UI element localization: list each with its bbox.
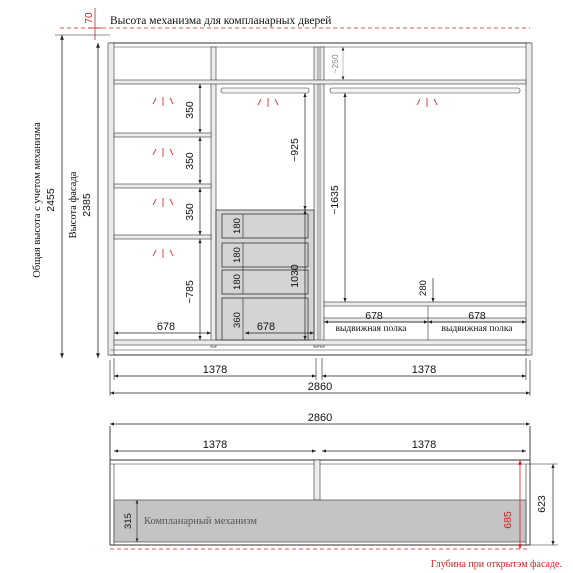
open-depth-note: Глубина при открытэм фасаде. bbox=[430, 559, 562, 570]
left-shelf-depth: 678 bbox=[156, 321, 176, 333]
facade-height-dimension bbox=[68, 43, 98, 358]
front-left-width: 1378 bbox=[202, 364, 228, 376]
mechanism-depth: 315 bbox=[123, 513, 134, 529]
drawer-height-1: 180 bbox=[232, 218, 243, 234]
right-top-gap: ~250 bbox=[330, 54, 340, 74]
plan-left-width: 1378 bbox=[202, 439, 228, 451]
drawer-height-2: 180 bbox=[232, 247, 243, 263]
mechanism-height-caption: Высота механизма для компланарных дверей bbox=[110, 15, 332, 27]
shelf-gap-2: 350 bbox=[184, 152, 196, 170]
mechanism-label: Компланарный механизм bbox=[144, 516, 257, 527]
facade-height-title: Высота фасада bbox=[68, 171, 79, 239]
front-width-dimensions bbox=[110, 358, 530, 396]
open-depth: 685 bbox=[502, 511, 514, 529]
left-section-dimensions bbox=[114, 84, 211, 340]
front-view-cabinet bbox=[108, 43, 532, 355]
front-right-width: 1378 bbox=[411, 364, 437, 376]
bottom-gap: ~785 bbox=[184, 280, 196, 304]
shelf-gap-3: 350 bbox=[184, 203, 196, 221]
drawer-block-height: 1030 bbox=[289, 264, 301, 288]
drawer-height-3: 180 bbox=[232, 274, 243, 290]
total-height-value: 2455 bbox=[45, 188, 57, 212]
plan-right-width: 1378 bbox=[411, 439, 437, 451]
front-total-width: 2860 bbox=[307, 381, 333, 393]
pullout-height: 280 bbox=[418, 280, 429, 296]
pullout-1-label: выдвижная полка bbox=[335, 324, 407, 334]
plan-depth: 623 bbox=[536, 495, 548, 513]
shelf-gap-1: 350 bbox=[184, 101, 196, 119]
pullout-2-label: выдвижная полка bbox=[441, 324, 513, 334]
facade-height-value: 2385 bbox=[81, 193, 93, 217]
mechanism-height-note bbox=[60, 8, 530, 40]
middle-rod-height: ~925 bbox=[289, 138, 301, 162]
pullout-1-depth: 678 bbox=[365, 310, 383, 322]
middle-depth: 678 bbox=[256, 321, 276, 333]
plan-total-width: 2860 bbox=[307, 412, 333, 424]
mechanism-height-value: 70 bbox=[84, 12, 95, 24]
right-rod-height: ~1635 bbox=[329, 185, 341, 215]
plan-view bbox=[110, 412, 562, 570]
pullout-2-depth: 678 bbox=[468, 310, 486, 322]
total-height-title: Общая высота с учетом механизма bbox=[32, 122, 43, 278]
drawer-height-4: 360 bbox=[232, 312, 243, 328]
